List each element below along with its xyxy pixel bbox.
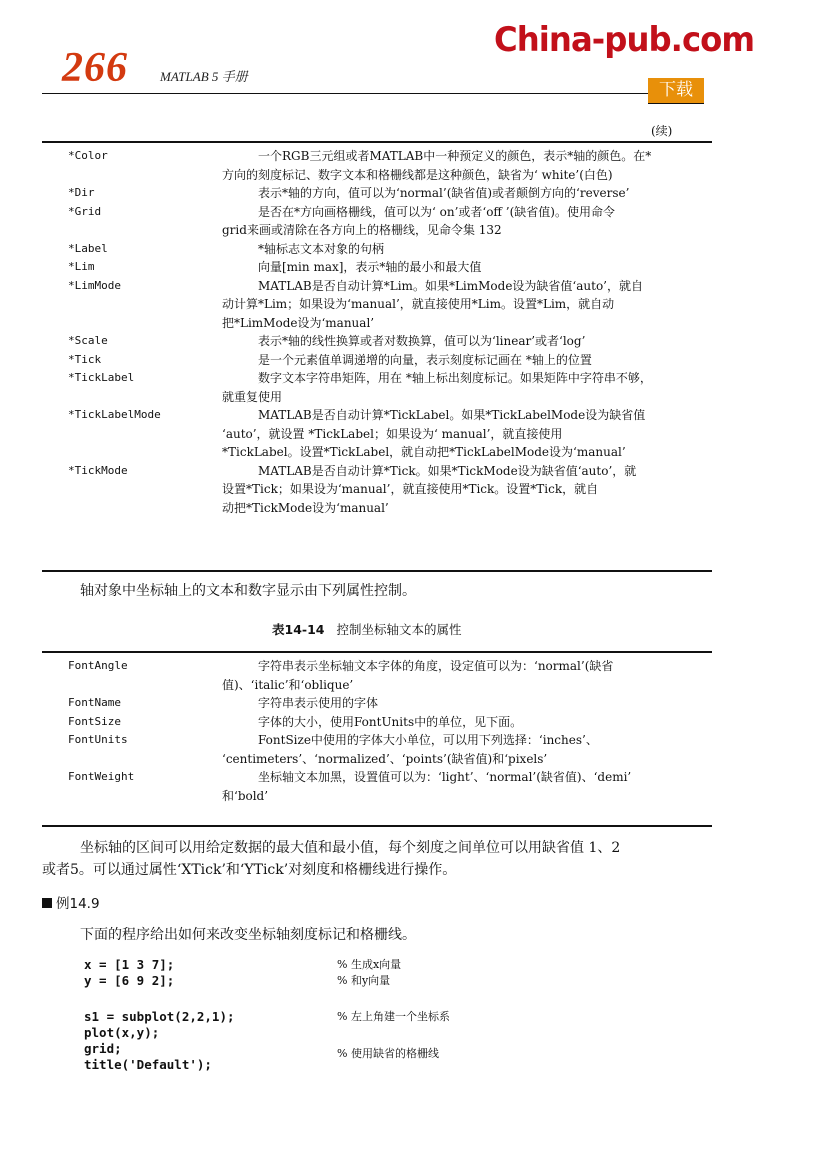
table2-row-description: 和‘bold’	[222, 788, 269, 803]
header-rule-right	[648, 103, 704, 104]
china-pub-logo: China-pub.com	[494, 20, 755, 60]
table-caption-label: 表14-14	[272, 622, 325, 637]
table1-row-description: MATLAB是否自动计算*Tick。如果*TickMode设为缺省值‘auto’，就	[258, 463, 637, 478]
table1-row-key: *TickLabel	[68, 371, 135, 384]
continued-label: (续)	[651, 124, 673, 138]
table2-row-key: FontWeight	[68, 770, 135, 783]
table1-row-description: 设置*Tick；如果设为‘manual’，就直接使用*Tick。设置*Tick，就自	[222, 482, 599, 496]
table1-row-key: *TickMode	[68, 463, 128, 477]
table1-row-key: *LimMode	[68, 278, 121, 292]
table1-row-description: ‘auto’，就设置 *TickLabel；如果设为‘ manual’，就直接使用	[222, 426, 563, 441]
table1-row-description: MATLAB是否自动计算*TickLabel。如果*TickLabelMode设为缺省值	[258, 408, 646, 422]
code-line: y = [6 9 2];	[84, 973, 175, 988]
table2-row-key: FontName	[68, 696, 121, 709]
code-line: title('Default');	[84, 1057, 212, 1072]
table1-row-key: *Lim	[68, 260, 95, 273]
table1-row-description: 是一个元素值单调递增的向量，表示刻度标记画在 *轴上的位置	[258, 352, 592, 367]
code-line: grid;	[84, 1041, 122, 1056]
code-comment: % 左上角建一个坐标系	[337, 1010, 450, 1023]
table2-bottom-rule	[42, 825, 712, 827]
code-line: plot(x,y);	[84, 1025, 160, 1040]
table1-row-description: 数字文本字符串矩阵，用在 *轴上标出刻度标记。如果矩阵中字符串不够，	[258, 371, 652, 385]
paragraph-1: 轴对象中坐标轴上的文本和数字显示由下列属性控制。	[80, 583, 416, 599]
table-caption	[272, 620, 461, 638]
table1-row-key: *TickLabelMode	[68, 408, 161, 421]
table1-row-description: 把*LimMode设为‘manual’	[222, 315, 375, 330]
table1-row-key: *Label	[68, 241, 108, 255]
table1-top-rule	[42, 141, 712, 143]
table1-row-description: MATLAB是否自动计算*Lim。如果*LimMode设为缺省值‘auto’，就自	[258, 278, 643, 293]
table1-row-description: 方向的刻度标记、数字文本和格栅线都是这种颜色，缺省为‘ white’(白色)	[222, 167, 613, 182]
page-number: 266	[62, 45, 128, 91]
paragraph-2-line-1: 坐标轴的区间可以用给定数据的最大值和最小值，每个刻度之间单位可以用缺省值 1、2	[80, 840, 621, 856]
download-badge: 下载	[648, 78, 704, 103]
example-title: 例14.9	[56, 896, 100, 912]
table1-row-key: *Grid	[68, 204, 102, 218]
table1-row-description: 表示*轴的方向，值可以为‘normal’(缺省值)或者颠倒方向的‘reverse’	[258, 186, 630, 200]
table1-row-key: *Scale	[68, 334, 108, 347]
table1-row-description: 一个RGB三元组或者MATLAB中一种预定义的颜色，表示*轴的颜色。在*	[258, 149, 652, 163]
table2-top-rule	[42, 651, 712, 653]
table2-row-description: 字符串表示使用的字体	[258, 696, 379, 710]
table1-row-description: 就重复使用	[222, 389, 283, 404]
table2-row-description: 字体的大小，使用FontUnits中的单位，见下面。	[258, 714, 523, 729]
table1-row-description: grid来画或清除在各方向上的格栅线，见命令集 132	[222, 223, 502, 237]
table1-row-key: *Dir	[68, 186, 95, 199]
table2-row-description: 值)、‘italic’和‘oblique’	[222, 677, 354, 692]
code-comment: % 使用缺省的格栅线	[337, 1047, 439, 1060]
table2-row-description: FontSize中使用的字体大小单位，可以用下列选择：‘inches’、	[258, 733, 598, 747]
code-comment: % 生成x向量	[337, 958, 402, 971]
table2-row-key: FontSize	[68, 714, 121, 728]
code-line: s1 = subplot(2,2,1);	[84, 1009, 235, 1024]
example-intro: 下面的程序给出如何来改变坐标轴刻度标记和格栅线。	[80, 927, 416, 943]
code-comment: % 和y向量	[337, 974, 391, 987]
table1-row-description: 向量[min max]，表示*轴的最小和最大值	[258, 260, 482, 274]
square-bullet-icon	[42, 898, 52, 908]
table1-row-description: 动把*TickMode设为‘manual’	[222, 500, 389, 515]
table1-row-description: 表示*轴的线性换算或者对数换算，值可以为‘linear’或者‘log’	[258, 334, 586, 348]
example-heading	[42, 893, 100, 915]
table1-row-description: *轴标志文本对象的句柄	[258, 241, 385, 256]
book-title: MATLAB 5 手册	[160, 69, 248, 84]
paragraph-2-line-2: 或者5。可以通过属性‘XTick’和‘YTick’对刻度和格栅线进行操作。	[42, 862, 457, 878]
table1-row-description: *TickLabel。设置*TickLabel，就自动把*TickLabelMode设为‘manual’	[222, 445, 626, 459]
header-rule	[42, 93, 648, 94]
table-caption-text: 控制坐标轴文本的属性	[336, 622, 462, 637]
code-line: x = [1 3 7];	[84, 957, 175, 972]
table2-row-key: FontAngle	[68, 659, 128, 672]
table2-row-description: 字符串表示坐标轴文本字体的角度，设定值可以为：‘normal’(缺省	[258, 659, 614, 673]
table1-row-description: 是否在*方向画格栅线，值可以为‘ on’或者‘off ’(缺省值)。使用命令	[258, 204, 615, 219]
table2-row-description: 坐标轴文本加黑，设置值可以为：‘light’、‘normal’(缺省值)、‘demi’	[258, 770, 632, 784]
table1-row-key: *Color	[68, 149, 108, 162]
table1-row-description: 动计算*Lim；如果设为‘manual’，就直接使用*Lim。设置*Lim，就自动	[222, 297, 615, 311]
table1-row-key: *Tick	[68, 352, 102, 366]
table2-row-description: ‘centimeters’、‘normalized’、‘points’(缺省值)和‘pixels’	[222, 751, 548, 766]
table2-row-key: FontUnits	[68, 733, 128, 746]
table1-bottom-rule	[42, 570, 712, 572]
